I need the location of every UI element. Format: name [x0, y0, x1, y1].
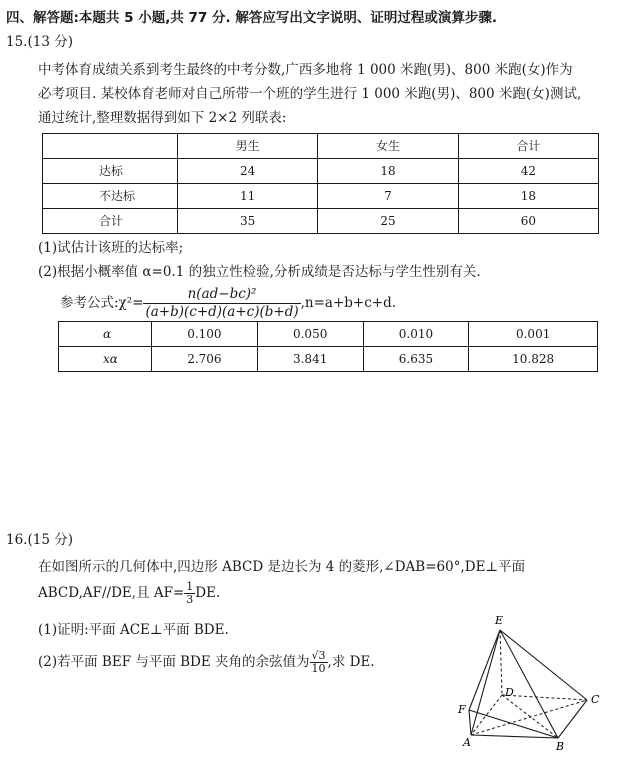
q15-number: 15. — [6, 34, 28, 50]
label-F: F — [458, 703, 466, 716]
frac-numerator: √3 — [311, 649, 326, 662]
table-cell: 0.100 — [152, 322, 258, 347]
formula-prefix: 参考公式:χ²= — [60, 294, 144, 311]
table-row — [43, 209, 599, 234]
table-cell: 11 — [178, 184, 318, 209]
q16-stem — [38, 554, 613, 606]
label-D: D — [505, 686, 514, 699]
q16-header — [6, 532, 73, 549]
edge-ED — [500, 630, 502, 695]
q15-subquestions — [38, 236, 481, 284]
formula-numerator: n(ad−bc)² — [143, 286, 300, 304]
q16-sub2 — [38, 646, 375, 678]
formula-suffix: ,n=a+b+c+d. — [300, 294, 397, 311]
q15-sub1: (1)试估计该班的达标率; — [38, 240, 184, 256]
table-header-female: 女生 — [318, 134, 458, 159]
table-header-total: 合计 — [458, 134, 598, 159]
q16-sub2-b: ,求 DE. — [327, 654, 375, 670]
table-cell: 3.841 — [257, 347, 363, 372]
table-row — [43, 134, 599, 159]
table-cell: 达标 — [43, 159, 178, 184]
q15-line3: 通过统计,整理数据得到如下 2×2 列联表: — [38, 110, 287, 126]
table-cell: α — [59, 322, 152, 347]
formula-denominator: (a+b)(c+d)(a+c)(b+d) — [145, 303, 299, 320]
label-B: B — [556, 740, 565, 753]
edge-EA — [471, 630, 500, 735]
q15-header — [6, 34, 73, 51]
q15-line1: 中考体育成绩关系到考生最终的中考分数,广西多地将 1 000 米跑(男)、800 米跑(女)作为 — [38, 62, 573, 78]
q16-line2-b: DE. — [195, 585, 221, 601]
q16-subquestions — [38, 614, 375, 678]
table-row — [59, 347, 598, 372]
q16-sub2-a: (2)若平面 BEF 与平面 BDE 夹角的余弦值为 — [38, 654, 310, 670]
table-cell: 18 — [318, 159, 458, 184]
table-cell: 35 — [178, 209, 318, 234]
table-row — [43, 184, 599, 209]
formula-fraction — [143, 286, 300, 321]
edge-BC — [558, 700, 587, 738]
table-cell: 0.001 — [469, 322, 598, 347]
fraction-one-third — [184, 581, 195, 606]
q15-line2: 必考项目. 某校体育老师对自己所带一个班的学生进行 1 000 米跑(男)、800 米跑(女)测试, — [38, 86, 582, 102]
edge-AC — [471, 700, 587, 735]
edge-FE — [469, 630, 500, 710]
table-cell: 18 — [458, 184, 598, 209]
critical-value-table — [58, 321, 598, 372]
edge-DC — [502, 695, 587, 700]
q15-stem — [38, 58, 613, 130]
section-heading: 四、解答题:本题共 5 小题,共 77 分. 解答应写出文字说明、证明过程或演算步骤. — [6, 10, 497, 26]
frac-denominator: 10 — [311, 662, 326, 675]
table-cell: 2.706 — [152, 347, 258, 372]
label-A: A — [463, 736, 471, 749]
q15-score: (13 分) — [27, 34, 73, 50]
q16-line2-a: ABCD,AF//DE,且 AF= — [38, 585, 185, 601]
table-cell: 25 — [318, 209, 458, 234]
q16-line1: 在如图所示的几何体中,四边形 ABCD 是边长为 4 的菱形,∠DAB=60°,DE⊥平面 — [38, 559, 526, 575]
table-cell — [43, 134, 178, 159]
label-E: E — [495, 614, 504, 627]
edge-AB — [471, 735, 558, 738]
q15-sub2: (2)根据小概率值 α=0.1 的独立性检验,分析成绩是否达标与学生性别有关. — [38, 264, 481, 280]
table-cell: 7 — [318, 184, 458, 209]
q16-score: (15 分) — [27, 532, 73, 548]
edge-DB — [502, 695, 558, 738]
reference-formula — [60, 286, 396, 321]
table-cell: 10.828 — [469, 347, 598, 372]
q16-sub1: (1)证明:平面 ACE⊥平面 BDE. — [38, 622, 229, 638]
table-cell: 6.635 — [363, 347, 469, 372]
table-cell: 合计 — [43, 209, 178, 234]
frac-numerator: 1 — [186, 580, 194, 593]
table-cell: 0.010 — [363, 322, 469, 347]
table-cell: 0.050 — [257, 322, 363, 347]
table-header-male: 男生 — [178, 134, 318, 159]
q16-line2 — [38, 580, 613, 606]
q16-number: 16. — [6, 532, 28, 548]
table-cell: xα — [59, 347, 152, 372]
frac-denominator: 3 — [186, 593, 194, 606]
edge-FA — [469, 710, 471, 735]
table-cell: 24 — [178, 159, 318, 184]
table-row — [59, 322, 598, 347]
label-C: C — [591, 693, 600, 706]
geometry-figure — [455, 610, 615, 770]
table-row — [43, 159, 599, 184]
contingency-table — [42, 133, 599, 234]
table-cell: 60 — [458, 209, 598, 234]
table-cell: 不达标 — [43, 184, 178, 209]
fraction-sqrt3-over-10 — [310, 650, 328, 675]
edge-EB — [500, 630, 558, 738]
table-cell: 42 — [458, 159, 598, 184]
